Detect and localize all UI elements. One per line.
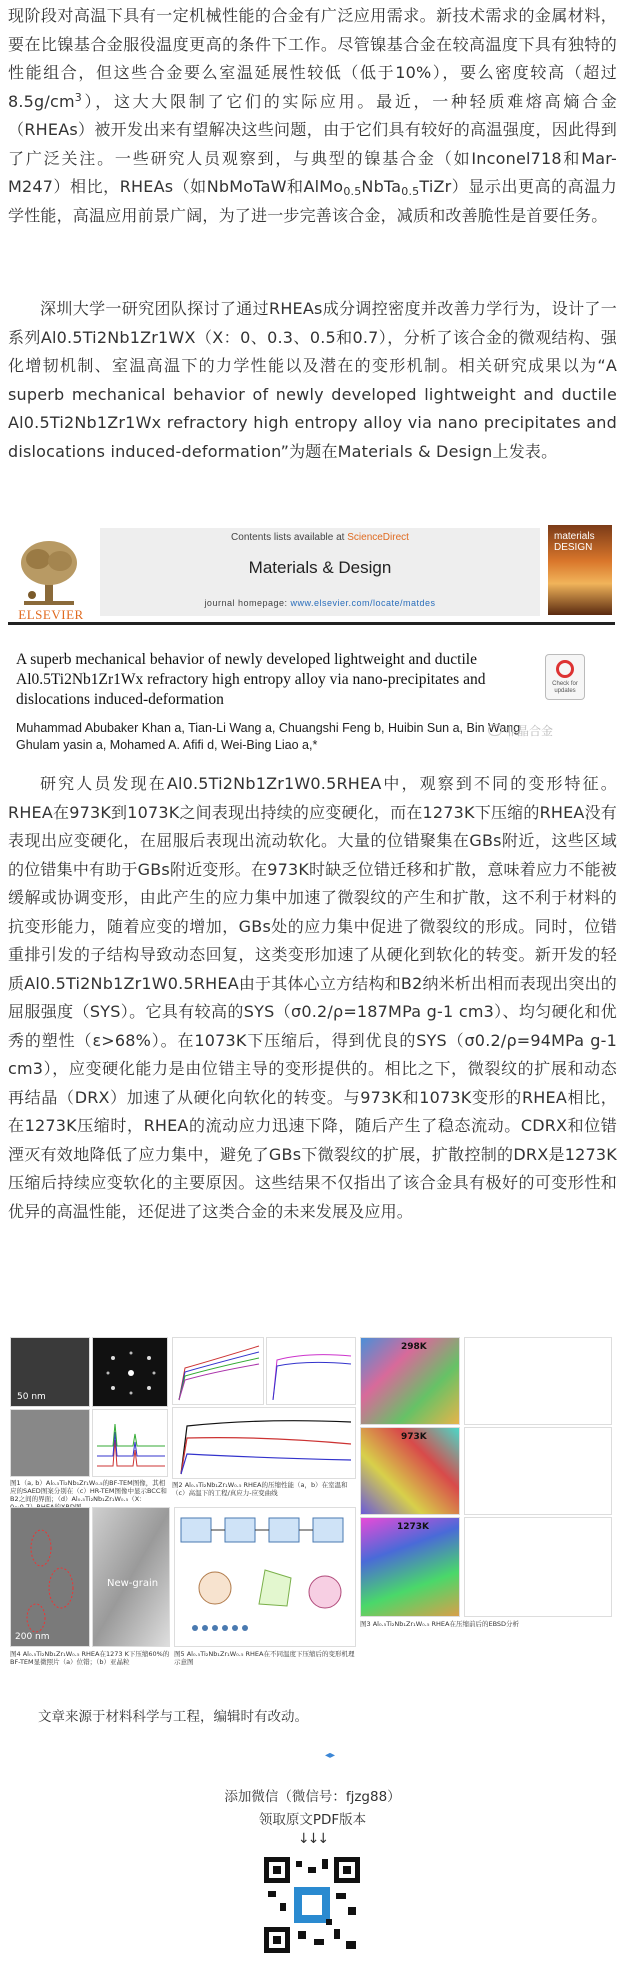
- homepage-link[interactable]: www.elsevier.com/locate/matdes: [290, 598, 436, 608]
- journal-homepage: journal homepage: www.elsevier.com/locate/matdes: [204, 598, 436, 608]
- ebsd-map-1273k: 1273K: [360, 1517, 460, 1617]
- tem-subgrain-b: New-grain: [92, 1507, 170, 1647]
- curves-b: [267, 1338, 356, 1405]
- intro-paragraph: 现阶段对高温下具有一定机械性能的合金有广泛应用需求。新技术需求的金属材料，要在比镍基合金服役温度更高的条件下工作。尽管镍基合金在较高温度下具有独特的性能组合，但这些合金要么室温延展性较低（低于10%），要么密度较高（超过$8.5g/cm^3$），这大大限制了它们的实际应用。最近，一种轻质难熔高熵合金（RHEAs）被开发出来有望解决这些问题，由于它们具有较好的高温强度，因此得到了广泛关注。一些研究人员观察到，与典型的镍基合金（如Inconel718和Mar-M247）相比，RHEAs（如NbMoTaW和AlMo$_{0.5}$NbTa$_{0.5}$TiZr）显示出更高的高温力学性能，高温应用前景广阔，为了进一步完善该合金，减质和改善脆性是首要任务。: [8, 6, 617, 225]
- findings-paragraph: 研究人员发现在Al0.5Ti2Nb1Zr1W0.5RHEA中，观察到不同的变形特征。RHEA在973K到1073K之间表现出持续的应变硬化，而在1273K下压缩的RHEA没有表现出应变硬化，在屈服后表现出流动软化。大量的位错聚集在GBs附近，这些区域的位错集中有助于GBs附近变形。在973K时缺乏位错迁移和扩散，意味着应力不能被缓解或协调变形，由此产生的应力集中加速了微裂纹的产生和扩散，这不利于材料的抗变形能力，随着应变的增加，GBs处的应力集中促进了微裂纹的形成。同时，位错重排引发的子结构导致动态回复，这类变形加速了从硬化到软化的转变。新开发的轻质Al0.5Ti2Nb1Zr1W0.5RHEA由于其体心立方结构和B2纳米析出相而表现出突出的屈服强度（SYS）。它具有较高的SYS（σ0.2/ρ=187MPa g-1 cm3）、均匀硬化和优秀的塑性（ε>68%）。在1073K下压缩后，得到优良的SYS（σ0.2/ρ=94MPa g-1 cm3），应变硬化能力是由位错主导的变形提供的。相比之下，微裂纹的扩展和动态再结晶（DRX）加速了从硬化向软化的转变。与973K和1073K变形的RHEA相比，在1273K压缩时，RHEA的流动应力迅速下降，随后产生了稳态流动。CDRX和位错湮灭有效地降低了应力集中，避免了GBs下微裂纹的扩展，扩散控制的DRX是1273K压缩后持续应变软化的主要原因。这些结果不仅指出了该合金具有极好的可变形性和优异的高温性能，还促进了这类合金的未来发展及应用。: [8, 774, 617, 1221]
- figure1-caption: 图1（a, b）Al₀.₅Ti₂Nb₁Zr₁W₀.₅的BF-TEM图像，其相应的SAED图案分别在（c）HR-TEM图像中显示BCC和B2之间的界面；（d）Al₀.₅Ti₂Nb₁Zr₁W₀.₅（X：: [10, 1479, 167, 1503]
- journal-title: Materials & Design: [248, 558, 392, 577]
- research-paragraph: 深圳大学一研究团队探讨了通过RHEAs成分调控密度并改善力学行为，设计了一系列Al0.5Ti2Nb1Zr1WX（X：0、0.3、0.5和0.7），分析了该合金的微观结构、强化增韧机制、室温高温下的力学性能以及潜在的变形机制。相关研究成果以为“A superb mechanical behavior of newly developed lightweight and ductile Al0.5Ti2Nb1Zr1Wx refractory high entropy alloy via nano precipitates and dislocations induced-deformation”为题在Materials & Design上发表。: [8, 299, 617, 461]
- saed-dots: [93, 1338, 168, 1407]
- tem-dislocations-a: 200 nm: [10, 1507, 90, 1647]
- misorientation-chart-1273k: [464, 1517, 612, 1617]
- elsevier-tree-logo: [14, 535, 84, 611]
- down-arrows: ↓↓↓: [297, 1831, 328, 1847]
- paper-authors: Muhammad Abubaker Khan a, Tian-Li Wang a, Chuangshi Feng b, Huibin Sun a, Bin Wang Ghulam yasin a, Mohamed A. Afifi d, Wei-Bing Liao a,*: [16, 721, 521, 752]
- wechat-icon: [488, 724, 502, 736]
- cover-title: materials DESIGN: [554, 531, 595, 553]
- contents-line: Contents lists available at ScienceDirect: [231, 532, 409, 543]
- paper-title: A superb mechanical behavior of newly developed lightweight and ductile Al0.5Ti2Nb1Zr1Wx refractory high entropy alloy via nano-precipitates and dislocations induced-deformation: [16, 651, 486, 708]
- stress-strain-a: [172, 1337, 264, 1405]
- journal-band: [100, 528, 540, 616]
- dislocation-outlines: [11, 1508, 90, 1647]
- source-note: 文章来源于材料科学与工程，编辑时有改动。: [38, 1709, 308, 1725]
- ebsd-map-298k: 298K: [360, 1337, 460, 1425]
- xrd-lines: [93, 1410, 168, 1477]
- xrd-plot-d: [92, 1409, 168, 1477]
- qr-code[interactable]: [264, 1857, 360, 1953]
- figures-composite: [8, 1335, 614, 1670]
- figure4-caption: 图4 Al₀.₅Ti₂Nb₁Zr₁W₀.₅ RHEA在1273 K下压缩60%的BF-TEM显微照片（a）位错；（b）亚晶粒: [10, 1650, 170, 1666]
- journal-header: [8, 525, 615, 625]
- header-rule: [8, 622, 615, 625]
- sciencedirect-link[interactable]: ScienceDirect: [347, 532, 409, 543]
- misorientation-chart-973k: [464, 1427, 612, 1515]
- curves-c: [173, 1408, 356, 1479]
- publisher-name: ELSEVIER: [18, 607, 84, 622]
- watermark: 非晶合金: [488, 722, 553, 739]
- figure2-caption: 图2 Al₀.₅Ti₂Nb₁Zr₁W₀.₅ RHEA的压缩性能（a，b）在室温和（c）高温下的工程/真应力-应变曲线: [172, 1481, 348, 1497]
- pdf-offer-text: 领取原文PDF版本: [258, 1812, 367, 1828]
- figure3-caption: 图3 Al₀.₅Ti₂Nb₁Zr₁W₀.₅ RHEA在压缩前后的EBSD分析: [360, 1620, 520, 1628]
- check-updates-icon: [556, 660, 574, 678]
- check-for-updates-badge[interactable]: [545, 654, 585, 700]
- saed-pattern-b: [92, 1337, 168, 1407]
- stress-strain-b: [266, 1337, 356, 1405]
- tem-image-a: 50 nm: [10, 1337, 90, 1407]
- curves-a: [173, 1338, 264, 1405]
- hrtem-image-c: [10, 1409, 90, 1477]
- ebsd-map-973k: 973K: [360, 1427, 460, 1515]
- expand-icon[interactable]: ◂▸: [325, 1750, 336, 1761]
- journal-cover-image: [548, 525, 612, 615]
- figure5-caption: 图5 Al₀.₅Ti₂Nb₁Zr₁W₀.₅ RHEA在不同温度下压缩后的变形机理示意图: [174, 1650, 355, 1666]
- stress-strain-c: [172, 1407, 356, 1479]
- check-updates-label: Check for updates: [552, 681, 578, 694]
- mechanism-schematic: [174, 1507, 356, 1647]
- wechat-add-text: 添加微信（微信号：fjzg88）: [224, 1789, 401, 1805]
- schematic-shapes: [175, 1508, 356, 1647]
- misorientation-chart-298k: [464, 1337, 612, 1425]
